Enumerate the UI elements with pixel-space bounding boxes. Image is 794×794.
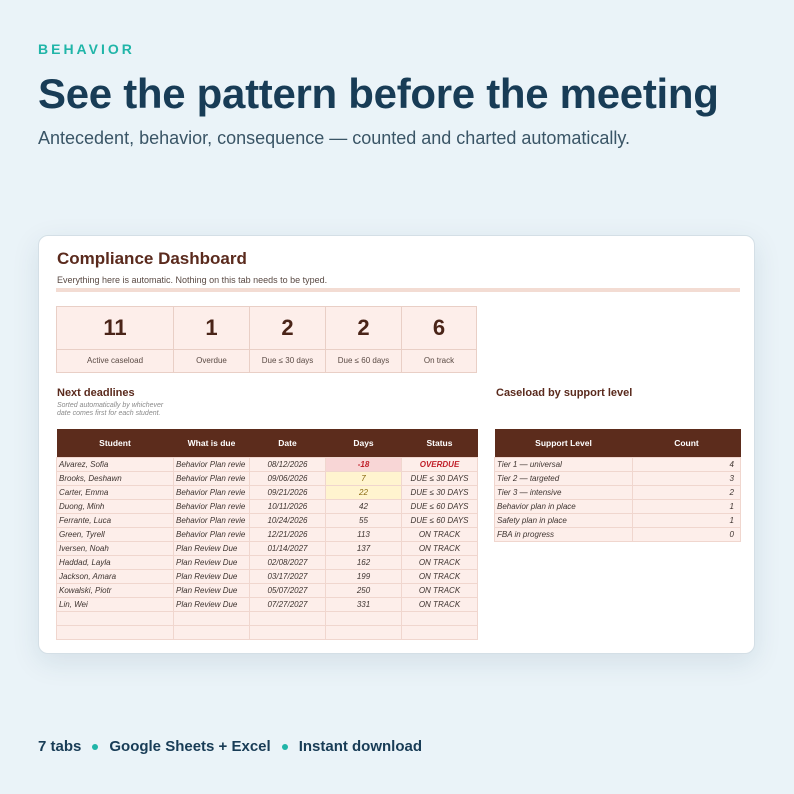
date-cell[interactable]: 09/21/2026 <box>250 485 326 499</box>
count-cell[interactable]: 0 <box>633 527 741 541</box>
status-cell[interactable]: DUE ≤ 30 DAYS <box>402 471 478 485</box>
kpi-divider <box>326 349 401 350</box>
eyebrow: BEHAVIOR <box>38 41 135 57</box>
support-header-row <box>495 429 741 457</box>
due-item-cell[interactable]: Plan Review Due <box>174 583 250 597</box>
table-row[interactable] <box>57 527 478 541</box>
support-body <box>495 457 741 541</box>
status-cell[interactable]: ON TRACK <box>402 555 478 569</box>
table-row[interactable] <box>57 471 478 485</box>
kpi-label: Due ≤ 30 days <box>261 356 314 365</box>
due-item-cell[interactable]: Plan Review Due <box>174 569 250 583</box>
student-cell[interactable]: Ferrante, Luca <box>57 513 174 527</box>
date-cell[interactable]: 08/12/2026 <box>250 457 326 471</box>
empty-cell[interactable] <box>174 625 250 639</box>
deadlines-note: Sorted automatically by whichever date comes first for each student. <box>57 402 164 417</box>
status-cell[interactable]: ON TRACK <box>402 527 478 541</box>
col-header-days[interactable]: Days <box>326 429 402 457</box>
kpi-divider <box>174 349 249 350</box>
empty-cell[interactable] <box>174 611 250 625</box>
student-cell[interactable]: Kowalski, Piotr <box>57 583 174 597</box>
table-row[interactable] <box>57 499 478 513</box>
days-cell[interactable]: 7 <box>326 471 402 485</box>
table-row[interactable] <box>495 527 741 541</box>
status-cell[interactable]: ON TRACK <box>402 597 478 611</box>
date-cell[interactable]: 12/21/2026 <box>250 527 326 541</box>
count-cell[interactable]: 1 <box>633 499 741 513</box>
kpi-divider <box>250 349 325 350</box>
col-header-support-level[interactable]: Support Level <box>495 429 633 457</box>
col-header-status[interactable]: Status <box>402 429 478 457</box>
date-cell[interactable]: 01/14/2027 <box>250 541 326 555</box>
status-cell[interactable]: DUE ≤ 60 DAYS <box>402 513 478 527</box>
empty-cell[interactable] <box>402 625 478 639</box>
table-row[interactable] <box>495 471 741 485</box>
due-item-cell[interactable]: Behavior Plan revie <box>174 471 250 485</box>
headline: See the pattern before the meeting <box>38 70 719 117</box>
support-level-cell[interactable]: Tier 1 — universal <box>495 457 633 471</box>
kpi-divider <box>402 349 476 350</box>
dashboard-card <box>38 235 755 654</box>
student-cell[interactable]: Duong, Minh <box>57 499 174 513</box>
table-row[interactable] <box>57 597 478 611</box>
title-divider <box>56 288 740 292</box>
days-cell[interactable]: 22 <box>326 485 402 499</box>
days-cell[interactable]: 162 <box>326 555 402 569</box>
bullet-dot-icon <box>92 744 98 750</box>
feature-download: Instant download <box>298 738 423 755</box>
table-row[interactable] <box>57 485 478 499</box>
student-cell[interactable]: Brooks, Deshawn <box>57 471 174 485</box>
kpi-label: Overdue <box>196 356 227 365</box>
student-cell[interactable]: Jackson, Amara <box>57 569 174 583</box>
empty-cell[interactable] <box>57 611 174 625</box>
kpi-due-60 <box>326 307 402 372</box>
student-cell[interactable]: Carter, Emma <box>57 485 174 499</box>
empty-cell[interactable] <box>250 625 326 639</box>
dashboard-note: Everything here is automatic. Nothing on this tab needs to be typed. <box>57 275 328 285</box>
deadlines-title: Next deadlines <box>57 387 135 399</box>
support-level-cell[interactable]: FBA in progress <box>495 527 633 541</box>
due-item-cell[interactable]: Behavior Plan revie <box>174 485 250 499</box>
date-cell[interactable]: 03/17/2027 <box>250 569 326 583</box>
table-row[interactable] <box>495 513 741 527</box>
kpi-divider <box>57 349 173 350</box>
kpi-label: On track <box>423 356 455 365</box>
empty-cell[interactable] <box>57 625 174 639</box>
col-header-count[interactable]: Count <box>633 429 741 457</box>
due-item-cell[interactable]: Plan Review Due <box>174 555 250 569</box>
table-row[interactable] <box>495 499 741 513</box>
count-cell[interactable]: 3 <box>633 471 741 485</box>
kpi-overdue <box>174 307 250 372</box>
col-header-what-is-due[interactable]: What is due <box>174 429 250 457</box>
kpi-strip <box>56 306 477 373</box>
kpi-value: 2 <box>281 315 294 340</box>
col-header-date[interactable]: Date <box>250 429 326 457</box>
empty-cell[interactable] <box>326 611 402 625</box>
days-cell[interactable]: 42 <box>326 499 402 513</box>
count-cell[interactable]: 4 <box>633 457 741 471</box>
support-level-cell[interactable]: Behavior plan in place <box>495 499 633 513</box>
due-item-cell[interactable]: Plan Review Due <box>174 541 250 555</box>
kpi-label: Due ≤ 60 days <box>337 356 390 365</box>
deadlines-table <box>56 429 478 640</box>
date-cell[interactable]: 07/27/2027 <box>250 597 326 611</box>
date-cell[interactable]: 05/07/2027 <box>250 583 326 597</box>
days-cell[interactable]: 199 <box>326 569 402 583</box>
table-row[interactable] <box>57 513 478 527</box>
kpi-active-caseload <box>57 307 174 372</box>
due-item-cell[interactable]: Behavior Plan revie <box>174 457 250 471</box>
kpi-value: 1 <box>205 315 218 340</box>
support-table <box>494 429 741 542</box>
kpi-value: 11 <box>103 315 127 340</box>
days-cell[interactable]: 55 <box>326 513 402 527</box>
table-row[interactable] <box>57 541 478 555</box>
status-cell[interactable]: OVERDUE <box>402 457 478 471</box>
support-level-cell[interactable]: Tier 3 — intensive <box>495 485 633 499</box>
empty-row[interactable] <box>57 625 478 639</box>
count-cell[interactable]: 2 <box>633 485 741 499</box>
kpi-label: Active caseload <box>86 356 144 365</box>
bullet-dot-icon <box>282 744 288 750</box>
feature-tabs: 7 tabs <box>38 738 82 755</box>
support-title: Caseload by support level <box>496 387 633 399</box>
due-item-cell[interactable]: Behavior Plan revie <box>174 513 250 527</box>
table-row[interactable] <box>57 555 478 569</box>
table-row[interactable] <box>57 457 478 471</box>
date-cell[interactable]: 09/06/2026 <box>250 471 326 485</box>
due-item-cell[interactable]: Behavior Plan revie <box>174 499 250 513</box>
student-cell[interactable]: Iversen, Noah <box>57 541 174 555</box>
status-cell[interactable]: DUE ≤ 30 DAYS <box>402 485 478 499</box>
deadlines-header-row <box>57 429 478 457</box>
due-item-cell[interactable]: Plan Review Due <box>174 597 250 611</box>
status-cell[interactable]: ON TRACK <box>402 541 478 555</box>
col-header-student[interactable]: Student <box>57 429 174 457</box>
student-cell[interactable]: Lin, Wei <box>57 597 174 611</box>
status-cell[interactable]: ON TRACK <box>402 583 478 597</box>
status-cell[interactable]: DUE ≤ 60 DAYS <box>402 499 478 513</box>
days-cell[interactable]: -18 <box>326 457 402 471</box>
date-cell[interactable]: 02/08/2027 <box>250 555 326 569</box>
date-cell[interactable]: 10/24/2026 <box>250 513 326 527</box>
empty-row[interactable] <box>57 611 478 625</box>
empty-cell[interactable] <box>326 625 402 639</box>
due-item-cell[interactable]: Behavior Plan revie <box>174 527 250 541</box>
kpi-value: 6 <box>432 315 446 340</box>
subhead: Antecedent, behavior, consequence — counted and charted automatically. <box>38 128 631 148</box>
deadlines-body <box>57 457 478 639</box>
empty-cell[interactable] <box>250 611 326 625</box>
days-cell[interactable]: 331 <box>326 597 402 611</box>
days-cell[interactable]: 250 <box>326 583 402 597</box>
days-cell[interactable]: 113 <box>326 527 402 541</box>
support-level-cell[interactable]: Safety plan in place <box>495 513 633 527</box>
table-row[interactable] <box>495 457 741 471</box>
student-cell[interactable]: Green, Tyrell <box>57 527 174 541</box>
table-row[interactable] <box>57 583 478 597</box>
kpi-on-track <box>402 307 476 372</box>
support-level-cell[interactable]: Tier 2 — targeted <box>495 471 633 485</box>
feature-platforms: Google Sheets + Excel <box>109 738 271 755</box>
dashboard-title: Compliance Dashboard <box>57 249 247 268</box>
days-cell[interactable]: 137 <box>326 541 402 555</box>
kpi-due-30 <box>250 307 326 372</box>
date-cell[interactable]: 10/11/2026 <box>250 499 326 513</box>
footer-features <box>38 738 422 755</box>
student-cell[interactable]: Alvarez, Sofia <box>57 457 174 471</box>
table-row[interactable] <box>57 569 478 583</box>
empty-cell[interactable] <box>402 611 478 625</box>
count-cell[interactable]: 1 <box>633 513 741 527</box>
table-row[interactable] <box>495 485 741 499</box>
status-cell[interactable]: ON TRACK <box>402 569 478 583</box>
student-cell[interactable]: Haddad, Layla <box>57 555 174 569</box>
kpi-value: 2 <box>357 315 370 340</box>
